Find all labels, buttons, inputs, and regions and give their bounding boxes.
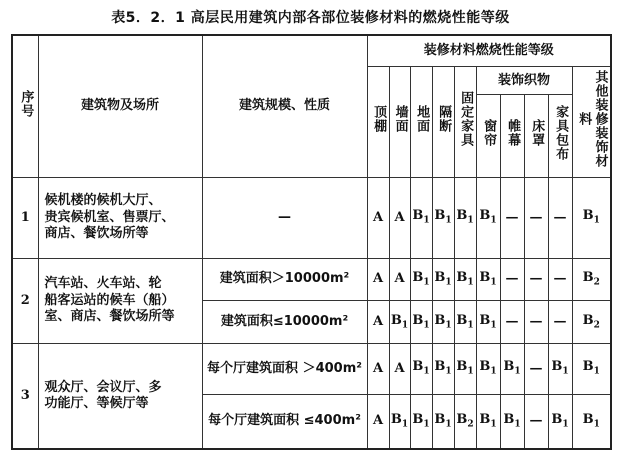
- grade-fixed-furniture: $B_1$: [454, 177, 476, 258]
- grade-ceiling: A: [367, 177, 389, 258]
- grade-curtain: $B_1$: [476, 177, 500, 258]
- grade-floor: $B_1$: [410, 301, 432, 344]
- grade-bedspread: —: [524, 177, 548, 258]
- grade-floor: $B_1$: [410, 343, 432, 394]
- grade-fixed-furniture: $B_1$: [454, 301, 476, 344]
- header-other: 其他装修装饰材料: [572, 66, 611, 177]
- grade-furniture-cover: —: [548, 177, 572, 258]
- header-ceiling: 顶棚: [367, 66, 389, 177]
- grade-drape: —: [500, 258, 524, 301]
- header-furniture-cover: 家具包布: [548, 95, 572, 177]
- grade-furniture-cover: $B_1$: [548, 343, 572, 394]
- grade-curtain: $B_1$: [476, 301, 500, 344]
- grade-other: $B_2$: [572, 258, 611, 301]
- header-bedspread: 床罩: [524, 95, 548, 177]
- building-scale: 建筑面积＞10000m²: [202, 258, 367, 301]
- row-number: 1: [12, 177, 38, 258]
- grade-partition: $B_1$: [432, 394, 454, 449]
- grade-bedspread: —: [524, 258, 548, 301]
- grade-bedspread: —: [524, 301, 548, 344]
- table-title: 表5．2．1 高层民用建筑内部各部位装修材料的燃烧性能等级: [111, 10, 510, 26]
- header-no: 序号: [12, 35, 38, 177]
- grade-wall: $B_1$: [389, 301, 410, 344]
- table-row: [12, 258, 611, 301]
- grade-wall: A: [389, 258, 410, 301]
- place-name: 候机楼的候机大厅、 贵宾候机室、售票厅、 商店、餐饮场所等: [38, 177, 202, 258]
- header-drape: 帷幕: [500, 95, 524, 177]
- grade-drape: —: [500, 177, 524, 258]
- grade-ceiling: A: [367, 343, 389, 394]
- grade-floor: $B_1$: [410, 258, 432, 301]
- place-name: 汽车站、火车站、轮 船客运站的候车（船） 室、商店、餐饮场所等: [38, 258, 202, 343]
- grade-ceiling: A: [367, 301, 389, 344]
- grade-curtain: $B_1$: [476, 343, 500, 394]
- header-floor: 地面: [410, 66, 432, 177]
- grade-fixed-furniture: $B_2$: [454, 394, 476, 449]
- grade-partition: $B_1$: [432, 258, 454, 301]
- grade-bedspread: —: [524, 343, 548, 394]
- building-scale: 每个厅建筑面积 ＞400m²: [202, 343, 367, 394]
- grade-wall: $B_1$: [389, 394, 410, 449]
- grade-partition: $B_1$: [432, 343, 454, 394]
- grade-floor: $B_1$: [410, 177, 432, 258]
- header-place: 建筑物及场所: [38, 35, 202, 177]
- grade-wall: A: [389, 177, 410, 258]
- grade-curtain: $B_1$: [476, 258, 500, 301]
- header-scale: 建筑规模、性质: [202, 35, 367, 177]
- grade-fixed-furniture: $B_1$: [454, 258, 476, 301]
- grade-furniture-cover: $B_1$: [548, 394, 572, 449]
- grade-other: $B_2$: [572, 301, 611, 344]
- grade-drape: —: [500, 301, 524, 344]
- header-fixed-furniture: 固定家具: [454, 66, 476, 177]
- header-wall: 墙面: [389, 66, 410, 177]
- grade-curtain: $B_1$: [476, 394, 500, 449]
- grade-partition: $B_1$: [432, 177, 454, 258]
- building-scale: 每个厅建筑面积 ≤400m²: [202, 394, 367, 449]
- row-number: 2: [12, 258, 38, 343]
- grade-drape: $B_1$: [500, 343, 524, 394]
- header-curtain: 窗帘: [476, 95, 500, 177]
- row-number: 3: [12, 343, 38, 449]
- building-scale: 建筑面积≤10000m²: [202, 301, 367, 344]
- grade-fixed-furniture: $B_1$: [454, 343, 476, 394]
- table-row: [12, 177, 611, 258]
- grade-drape: $B_1$: [500, 394, 524, 449]
- grade-other: $B_1$: [572, 394, 611, 449]
- grade-bedspread: —: [524, 394, 548, 449]
- building-scale: —: [202, 177, 367, 258]
- place-name: 观众厅、会议厅、多 功能厅、等候厅等: [38, 343, 202, 449]
- grade-floor: $B_1$: [410, 394, 432, 449]
- grade-other: $B_1$: [572, 343, 611, 394]
- grade-furniture-cover: —: [548, 258, 572, 301]
- grade-wall: A: [389, 343, 410, 394]
- grade-other: $B_1$: [572, 177, 611, 258]
- grade-ceiling: A: [367, 258, 389, 301]
- header-partition: 隔断: [432, 66, 454, 177]
- grade-ceiling: A: [367, 394, 389, 449]
- grade-furniture-cover: —: [548, 301, 572, 344]
- grade-partition: $B_1$: [432, 301, 454, 344]
- table-row: [12, 343, 611, 394]
- header-textile-group: 装饰织物: [476, 66, 572, 94]
- header-grade-group: 装修材料燃烧性能等级: [367, 35, 611, 66]
- fire-grade-table: [11, 34, 612, 450]
